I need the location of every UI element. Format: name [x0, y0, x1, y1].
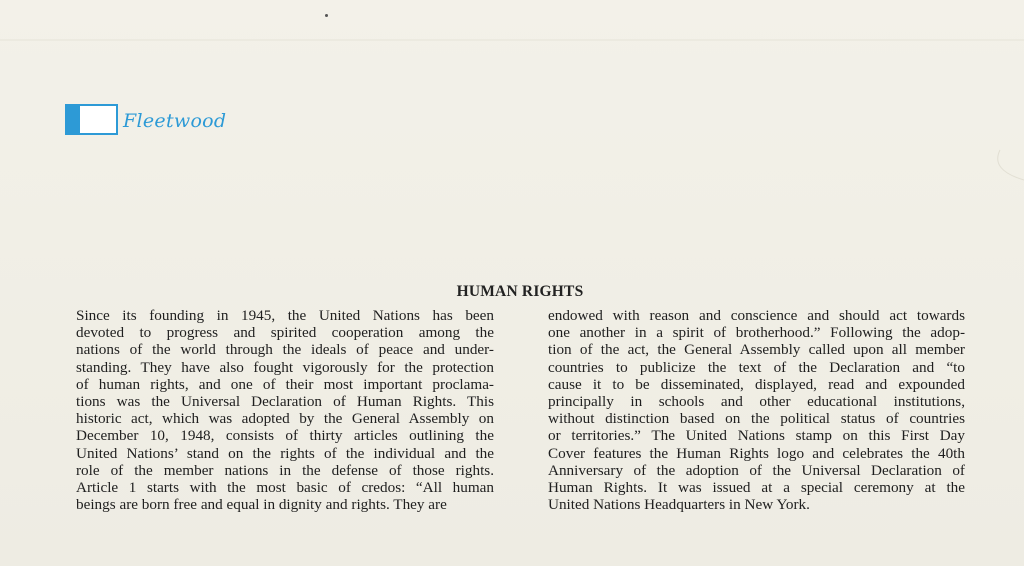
- text-line: United Nations’ stand on the rights of the individual and the: [76, 444, 494, 462]
- text-line: Anniversary of the adoption of the Universal Declaration of: [548, 461, 965, 479]
- text-line: December 10, 1948, consists of thirty articles outlining the: [76, 427, 494, 445]
- text-line: role of the member nations in the defense of those rights.: [76, 461, 494, 479]
- text-line: or territories.” The United Nations stamp on this First Day: [548, 427, 965, 445]
- text-line: devoted to progress and spirited cooperation among the: [76, 324, 494, 342]
- paper-speck: [325, 14, 328, 17]
- text-line: beings are born free and equal in dignity and rights. They are: [76, 496, 447, 514]
- text-line: one another in a spirit of brotherhood.” Following the adop-: [548, 324, 965, 342]
- text-line: countries to publicize the text of the Declaration and “to: [548, 358, 965, 376]
- text-line: United Nations Headquarters in New York.: [548, 496, 810, 514]
- text-line: Article 1 starts with the most basic of credos: “All human: [76, 479, 494, 497]
- logo-box-icon: [65, 104, 118, 135]
- text-line: endowed with reason and conscience and should act towards: [548, 307, 965, 324]
- document-title: HUMAN RIGHTS: [456, 283, 584, 300]
- text-line: cause it to be disseminated, displayed, read and expounded: [548, 375, 965, 393]
- text-line: without distinction based on the political status of countries: [548, 410, 965, 428]
- text-line: Human Rights. It was issued at a special ceremony at the: [548, 479, 965, 497]
- text-line: Since its founding in 1945, the United Nations has been: [76, 307, 494, 324]
- text-line: of human rights, and one of their most important proclama-: [76, 375, 494, 393]
- logo-wordmark: Fleetwood: [123, 109, 227, 132]
- right-text-column: [548, 307, 965, 513]
- text-line: standing. They have also fought vigorously for the protection: [76, 358, 494, 376]
- left-text-column: [76, 307, 494, 513]
- text-line: tions was the Universal Declaration of Human Rights. This: [76, 393, 494, 411]
- text-line: Cover features the Human Rights logo and celebrates the 40th: [548, 444, 965, 462]
- fleetwood-logo: [65, 104, 226, 135]
- text-line: historic act, which was adopted by the General Assembly on: [76, 410, 494, 428]
- text-line: tion of the act, the General Assembly called upon all member: [548, 341, 965, 359]
- text-line: principally in schools and other educational institutions,: [548, 393, 965, 411]
- text-line: nations of the world through the ideals of peace and under-: [76, 341, 494, 359]
